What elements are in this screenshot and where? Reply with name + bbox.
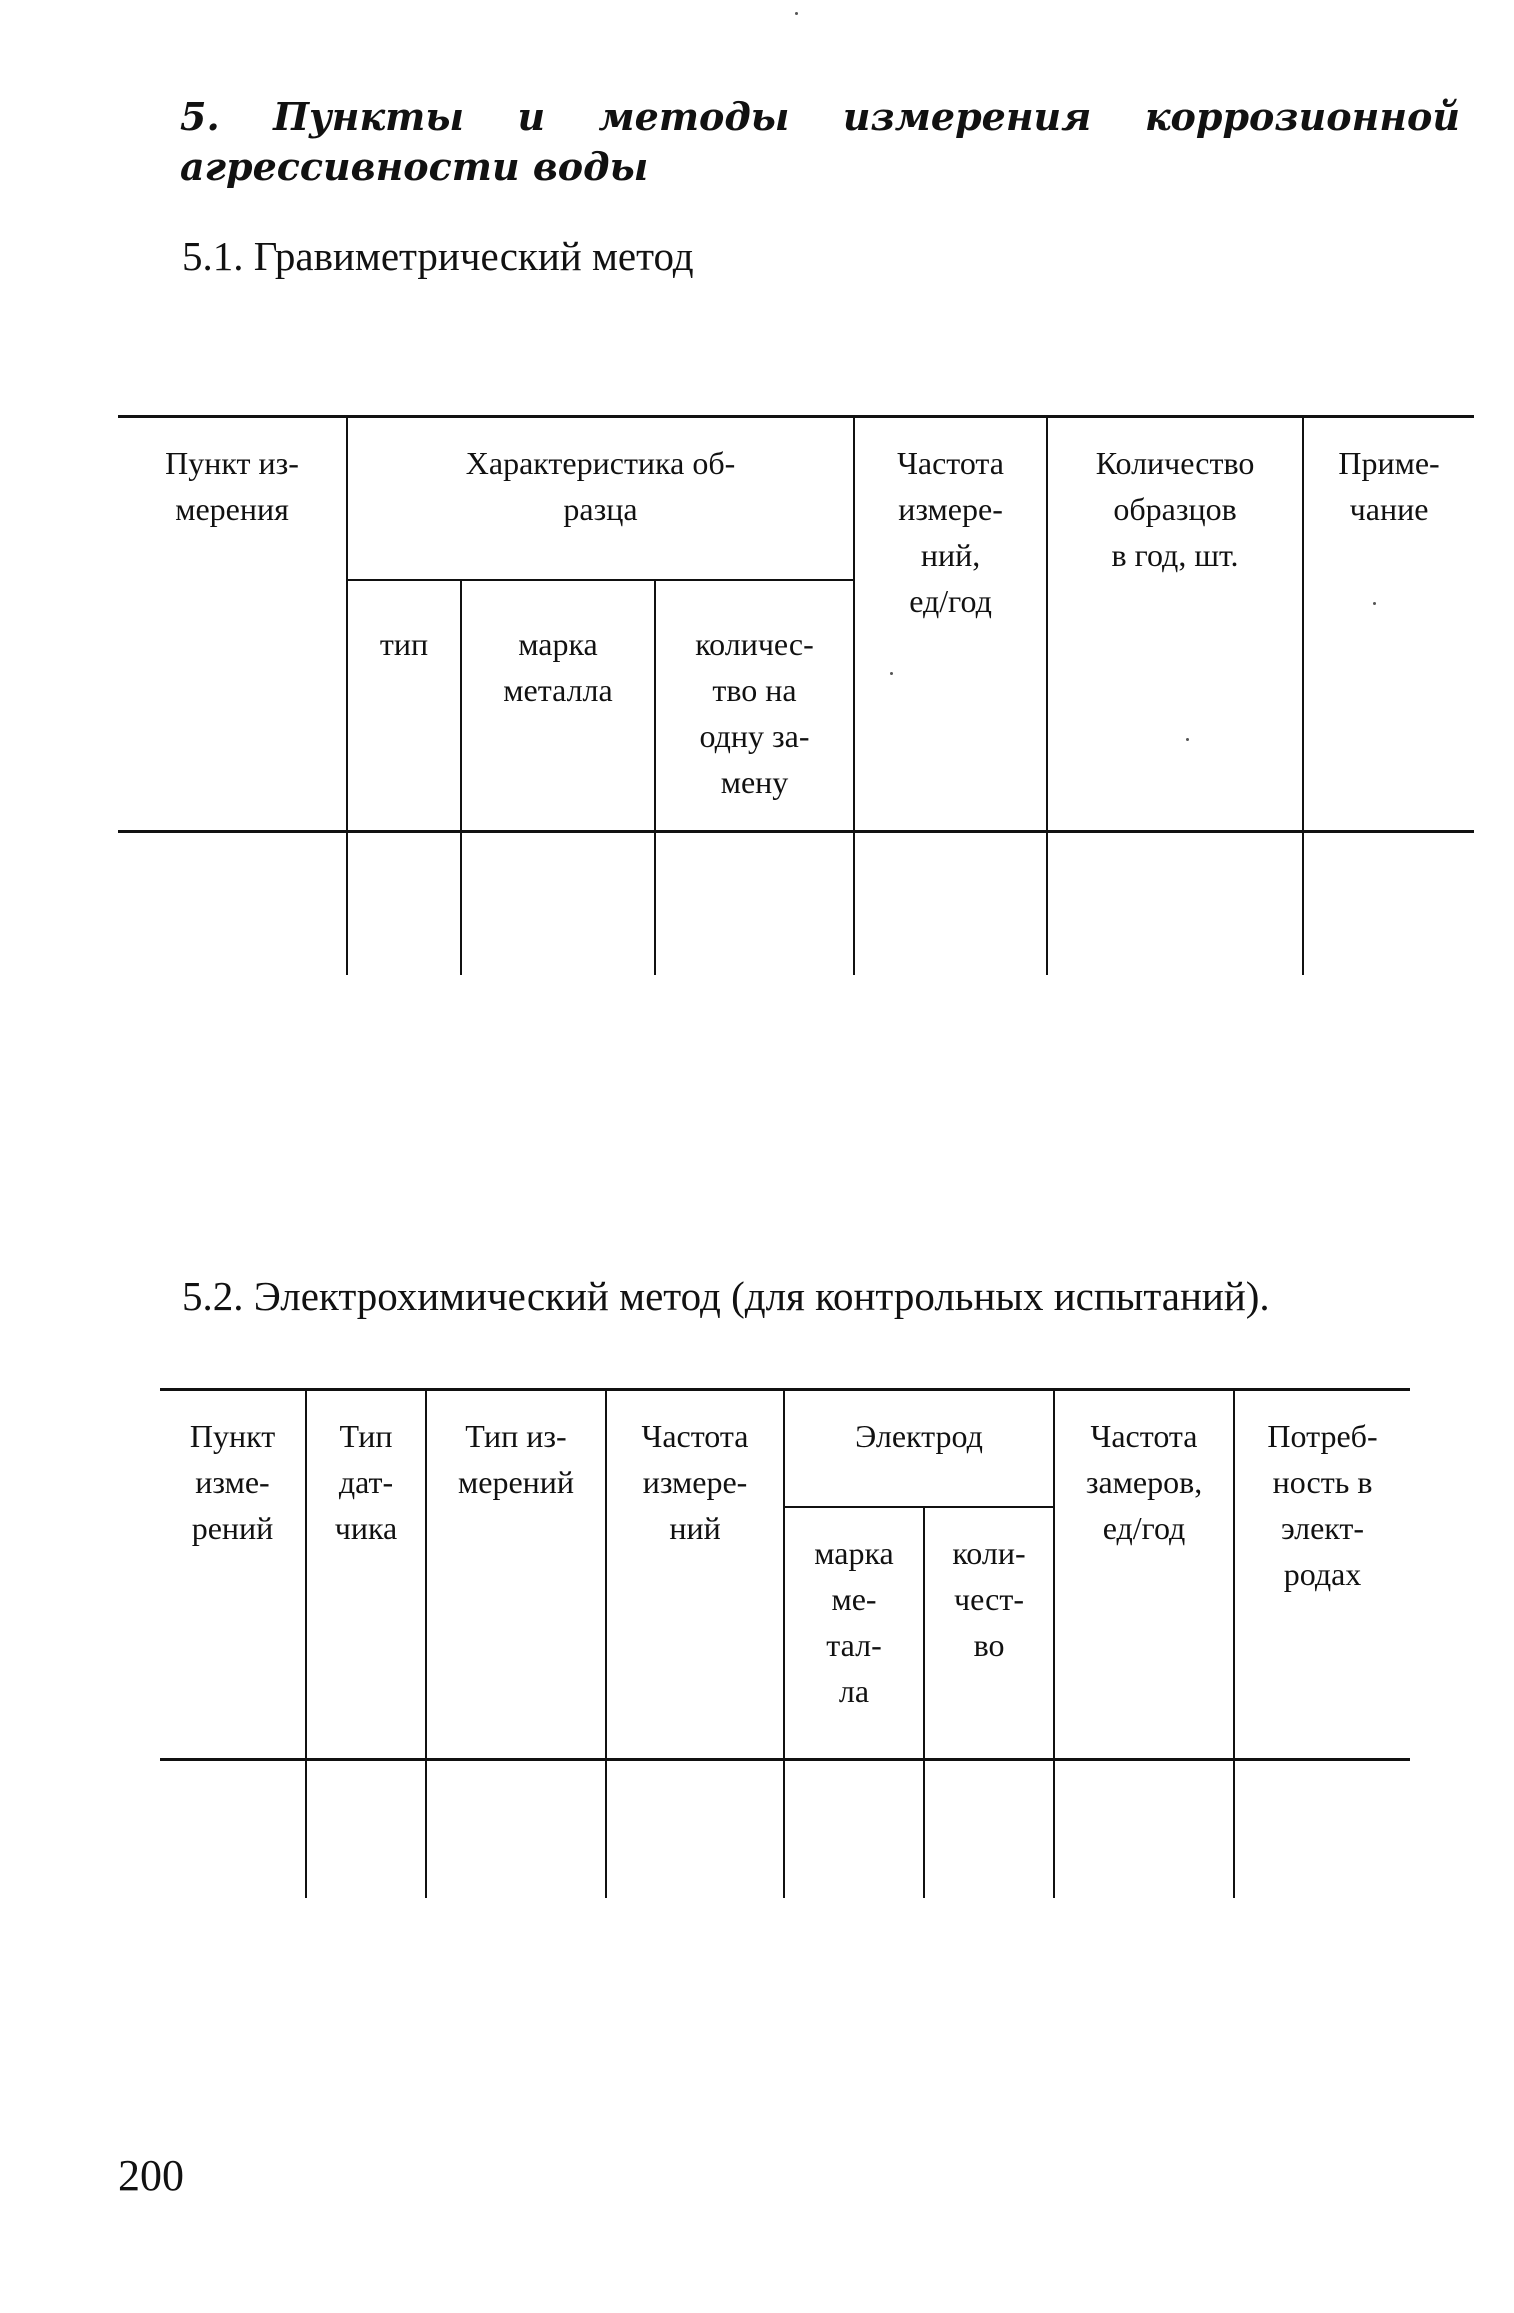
header-measurement-type: Тип из- мерений — [426, 1390, 606, 1760]
table-cell — [461, 832, 655, 975]
header-count-per-change: количес- тво на одну за- мену — [655, 580, 854, 832]
table-cell — [118, 832, 347, 975]
electrochemical-method-title: 5.2. Электрохимический метод (для контрольных испытаний). — [182, 1273, 1270, 1319]
header-readings-frequency: Частота замеров, ед/год — [1054, 1390, 1234, 1760]
scan-speck — [795, 12, 798, 15]
table-cell — [1054, 1760, 1234, 1898]
table-row — [160, 1760, 1410, 1898]
table-cell — [1047, 832, 1303, 975]
header-measurement-points: Пункт изме- рений — [160, 1390, 306, 1760]
table-cell — [784, 1760, 924, 1898]
scan-speck — [1373, 602, 1376, 605]
header-electrode: Электрод — [784, 1390, 1054, 1507]
header-sensor-type: Тип дат- чика — [306, 1390, 426, 1760]
table-cell — [1234, 1760, 1410, 1898]
table-cell — [1303, 832, 1474, 975]
table-cell — [606, 1760, 784, 1898]
table-cell — [347, 832, 461, 975]
table-cell — [854, 832, 1047, 975]
table-cell — [655, 832, 854, 975]
header-metal-grade: марка металла — [461, 580, 655, 832]
header-measurement-frequency: Частота измере- ний — [606, 1390, 784, 1760]
header-measurement-frequency: Частота измере- ний, ед/год — [854, 417, 1047, 832]
table-cell — [924, 1760, 1054, 1898]
header-note: Приме- чание — [1303, 417, 1474, 832]
header-electrode-metal-grade: марка ме- тал- ла — [784, 1507, 924, 1760]
table-cell — [306, 1760, 426, 1898]
header-sample-type: тип — [347, 580, 461, 832]
gravimetric-method-title: 5.1. Гравиметрический метод — [182, 233, 694, 279]
scan-speck — [1186, 738, 1189, 741]
header-sample-characteristics: Характеристика об- разца — [347, 417, 854, 580]
table-cell — [160, 1760, 306, 1898]
header-electrode-need: Потреб- ность в элект- родах — [1234, 1390, 1410, 1760]
page-number: 200 — [118, 2151, 184, 2200]
header-measurement-point: Пункт из- мерения — [118, 417, 347, 832]
gravimetric-table — [118, 415, 1474, 975]
table-row — [118, 832, 1474, 975]
header-samples-per-year: Количество образцов в год, шт. — [1047, 417, 1303, 832]
electrochemical-table — [160, 1388, 1410, 1898]
section-title: 5. Пункты и методы измерения коррозионной агрессивности воды — [180, 94, 1460, 189]
table-cell — [426, 1760, 606, 1898]
scan-speck — [890, 672, 893, 675]
header-electrode-count: коли- чест- во — [924, 1507, 1054, 1760]
